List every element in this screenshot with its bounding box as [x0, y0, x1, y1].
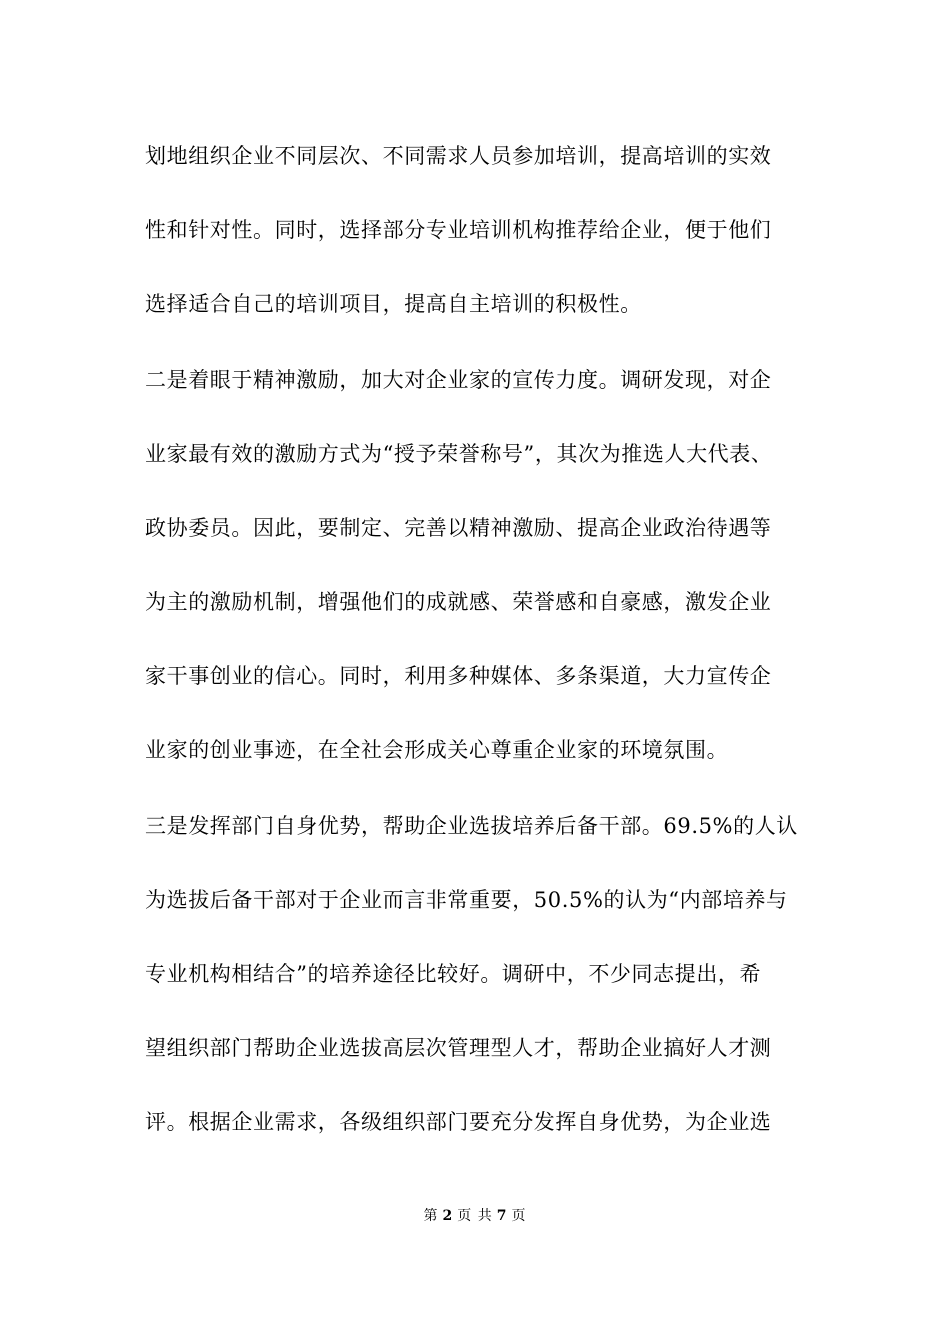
text-line: 评。根据企业需求，各级组织部门要充分发挥自身优势，为企业选 [145, 1110, 772, 1134]
text-line: 为主的激励机制，增强他们的成就感、荣誉感和自豪感，激发企业 [145, 590, 772, 614]
text-line: 三是发挥部门自身优势，帮助企业选拔培养后备干部。69.5%的人认 [145, 814, 798, 838]
current-page-number: 2 [442, 1208, 454, 1224]
footer-suffix: 页 [511, 1208, 527, 1224]
text-line: 专业机构相结合”的培养途径比较好。调研中，不少同志提出，希 [145, 962, 762, 986]
total-page-number: 7 [496, 1208, 508, 1224]
text-line: 性和针对性。同时，选择部分专业培训机构推荐给企业，便于他们 [145, 218, 772, 242]
page-footer [0, 1207, 950, 1225]
text-line: 家干事创业的信心。同时，利用多种媒体、多条渠道，大力宣传企 [145, 664, 772, 688]
text-line: 望组织部门帮助企业选拔高层次管理型人才，帮助企业搞好人才测 [145, 1036, 772, 1060]
text-line: 业家最有效的激励方式为“授予荣誉称号”，其次为推选人大代表、 [145, 442, 773, 466]
footer-middle: 页 共 [457, 1208, 493, 1224]
text-line: 二是着眼于精神激励，加大对企业家的宣传力度。调研发现，对企 [145, 368, 772, 392]
text-line: 划地组织企业不同层次、不同需求人员参加培训，提高培训的实效 [145, 144, 772, 168]
text-line: 政协委员。因此，要制定、完善以精神激励、提高企业政治待遇等 [145, 516, 772, 540]
footer-prefix: 第 [423, 1208, 439, 1224]
text-line: 选择适合自己的培训项目，提高自主培训的积极性。 [145, 292, 642, 316]
text-line: 为选拔后备干部对于企业而言非常重要，50.5%的认为“内部培养与 [145, 888, 788, 912]
text-line: 业家的创业事迹，在全社会形成关心尊重企业家的环境氛围。 [145, 738, 729, 762]
